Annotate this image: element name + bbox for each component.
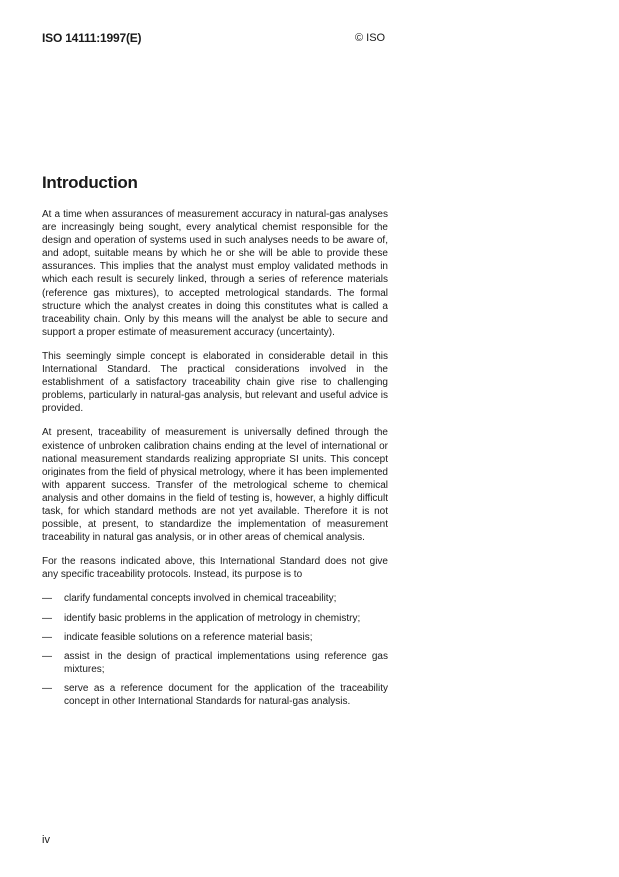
copyright-notice: © ISO <box>355 32 386 44</box>
list-marker: — <box>42 612 52 624</box>
list-item-text: indicate feasible solutions on a reference material basis; <box>64 631 313 643</box>
list-item-text: assist in the design of practical implementations using reference gas mixtures; <box>64 650 388 675</box>
section-title: Introduction <box>42 173 138 192</box>
body-text <box>42 208 388 714</box>
list-marker: — <box>42 593 52 605</box>
list-item-text: identify basic problems in the application of metrology in chemistry; <box>64 612 361 624</box>
list-item <box>42 650 388 676</box>
standard-id: ISO 14111:1997(E) <box>42 31 142 45</box>
paragraph-3: At present, traceability of measurement is universally defined through the existence of unbroken calibration chains ending at the level of international or national measurement standards realizing appropriate SI units. This concept originates from the field of physical metrology, where it has been implemented with apparent success. Transfer of the metrological scheme to chemical analysis and other domains in the field of testing is, however, a highly difficult task, for which standard methods are not yet available. Therefore it is not possible, at present, to standardize the implementation of measurement traceability in natural gas analysis, or in other areas of chemical analysis. <box>42 427 388 544</box>
list-marker: — <box>42 650 52 662</box>
list-item <box>42 682 388 708</box>
list-marker: — <box>42 682 52 694</box>
list-item <box>42 631 388 644</box>
list-item-text: clarify fundamental concepts involved in chemical traceability; <box>64 593 337 605</box>
list-item-text: serve as a reference document for the application of the traceability concept in other International Standards for natural-gas analysis. <box>64 682 388 707</box>
list-marker: — <box>42 631 52 643</box>
paragraph-2: This seemingly simple concept is elaborated in considerable detail in this International Standard. The practical considerations involved in the establishment of a satisfactory traceability chain give rise to challenging problems, particularly in natural-gas analysis, but relevant and useful advice is provided. <box>42 350 388 415</box>
list-item <box>42 612 388 625</box>
purpose-list <box>42 592 388 708</box>
page-number: iv <box>42 834 50 846</box>
list-item <box>42 592 388 605</box>
paragraph-1: At a time when assurances of measurement accuracy in natural-gas analyses are increasingly being sought, every analytical chemist responsible for the design and operation of systems used in such analyses needs to be aware of, and adopt, suitable means by which he or she will be able to provide these assurances. This implies that the analyst must employ validated methods in which each result is securely linked, through a series of reference materials (reference gas mixtures), to accepted metrological standards. The formal structure which the analyst creates in doing this constitutes what is called a traceability chain. Only by this means will the analyst be able to secure and support a proper estimate of measurement accuracy (uncertainty). <box>42 209 388 338</box>
paragraph-4: For the reasons indicated above, this International Standard does not give any specific traceability protocols. Instead, its purpose is to <box>42 556 388 581</box>
